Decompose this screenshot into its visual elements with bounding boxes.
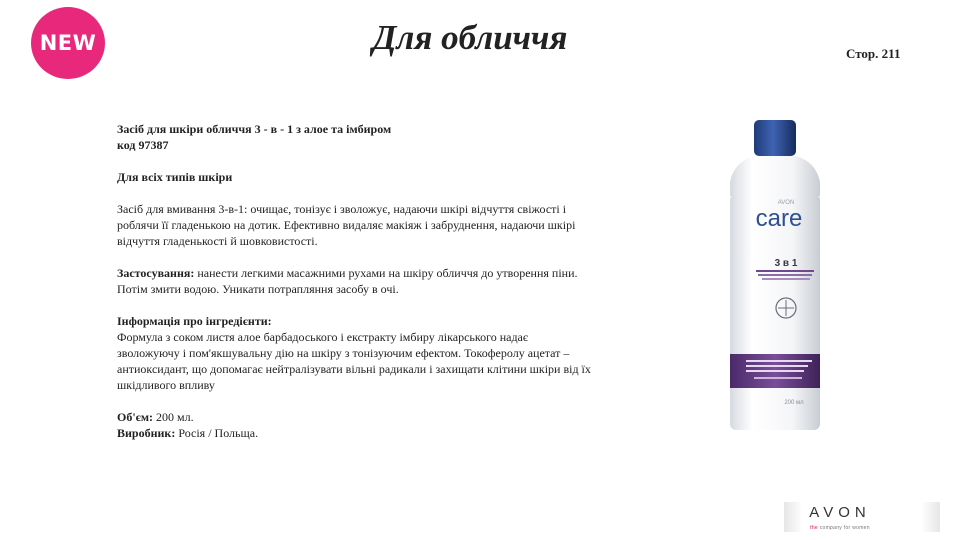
volume-label: Об'єм: bbox=[117, 410, 154, 424]
description-line: Засіб для вмивання 3-в-1: очищає, тонізує і зволожує, надаючи шкірі відчуття свіжості і bbox=[117, 202, 567, 216]
ingredients-line: антиоксидант, що допомагає нейтралізувати вільні радикали і захищати клітини шкіри від їх bbox=[117, 362, 591, 376]
page-number: Стор. 211 bbox=[846, 46, 901, 61]
usage-line-1 bbox=[117, 265, 637, 281]
usage-block bbox=[117, 265, 637, 297]
avon-tagline-the: the bbox=[810, 525, 819, 531]
bottle-3in1: 3 в 1 bbox=[774, 258, 798, 269]
ingredients-line: Формула з соком листя алое барбадоського і екстракту імбиру лікарського надає bbox=[117, 330, 529, 344]
product-code: код 97387 bbox=[117, 138, 169, 152]
description-line: відчуття гладенькості й шовковистості. bbox=[117, 234, 318, 248]
avon-logo: AVON bbox=[809, 504, 871, 521]
manufacturer-label: Виробник: bbox=[117, 426, 176, 440]
skin-type: Для всіх типів шкіри bbox=[117, 170, 233, 184]
description-line: роблячи її гладенькою на дотик. Ефективно видаляє макіяж і забруднення, надаючи шкірі bbox=[117, 218, 576, 232]
bottle-volume: 200 мл bbox=[784, 400, 804, 406]
specs-block bbox=[117, 409, 637, 441]
manufacturer-value: Росія / Польща. bbox=[175, 426, 259, 440]
usage-text: нанести легкими масажними рухами на шкіру обличчя до утворення піни. bbox=[194, 266, 578, 280]
bottle-label-line bbox=[762, 278, 810, 280]
avon-tagline-rest: company for women bbox=[818, 525, 870, 531]
page-title: Для обличчя bbox=[372, 18, 568, 57]
volume-value: 200 мл. bbox=[153, 410, 194, 424]
ingredients-line: зволожуючу і пом'якшувальну дію на шкіру з тонізуючим ефектом. Токоферолу ацетат – bbox=[117, 346, 570, 360]
bottle-label-line bbox=[756, 270, 814, 272]
skin-type-block bbox=[117, 169, 637, 185]
new-badge-text: NEW bbox=[39, 31, 97, 55]
manufacturer-line bbox=[117, 425, 637, 441]
bottle-label-line bbox=[758, 274, 812, 276]
ingredients-label: Інформація про інгредієнти: bbox=[117, 314, 272, 328]
bottle-cap bbox=[754, 120, 796, 156]
product-bottle-image bbox=[724, 118, 824, 436]
product-description bbox=[117, 121, 637, 457]
bottle-brand: care bbox=[755, 205, 803, 232]
ingredients-line: шкідливого впливу bbox=[117, 378, 215, 392]
usage-label: Застосування: bbox=[117, 266, 195, 280]
avon-tagline bbox=[800, 525, 880, 531]
bottle-shoulder bbox=[730, 156, 820, 196]
ingredients-block bbox=[117, 313, 637, 393]
bottle-brand-small: AVON bbox=[777, 200, 795, 206]
product-name-block bbox=[117, 121, 637, 153]
product-name: Засіб для шкіри обличчя 3 - в - 1 з алое та імбиром bbox=[117, 122, 392, 136]
usage-line-2: Потім змити водою. Уникати потрапляння засобу в очі. bbox=[117, 282, 399, 296]
volume-line bbox=[117, 409, 637, 425]
description-block bbox=[117, 201, 637, 249]
